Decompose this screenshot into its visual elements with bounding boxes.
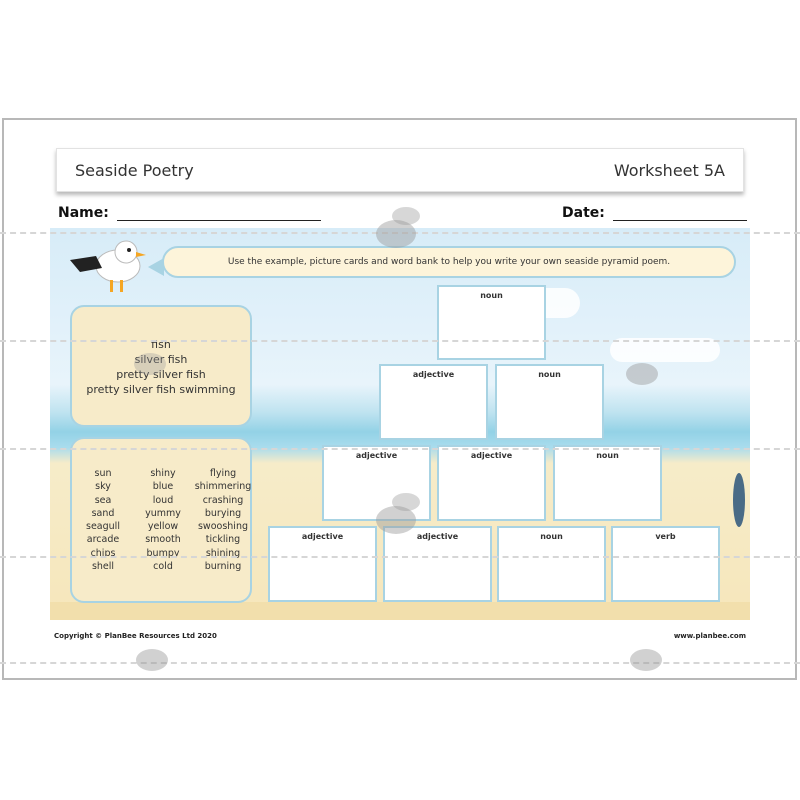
pyramid-box[interactable] — [497, 526, 606, 602]
word-bank-word: loud — [152, 494, 174, 506]
example-line: fish — [151, 338, 171, 351]
word-bank-word: smooth — [145, 534, 181, 546]
pyramid-box[interactable] — [611, 526, 720, 602]
word-bank-word: flying — [209, 468, 237, 479]
pyramid-box-label: adjective — [355, 451, 398, 460]
word-bank-word: sun — [94, 468, 112, 479]
word-bank-word: yummy — [145, 507, 181, 519]
pyramid-box-label: adjective — [412, 370, 455, 379]
pyramid-box-label: noun — [596, 451, 619, 460]
date-line[interactable] — [613, 220, 747, 221]
pyramid-box-label: noun — [538, 370, 561, 379]
name-label: Name: — [58, 205, 109, 221]
watermark-grid-line — [0, 662, 800, 664]
word-bank-word: sand — [91, 507, 115, 519]
word-bank-word: tickling — [205, 534, 241, 546]
pyramid-box-label: noun — [540, 532, 563, 541]
name-field[interactable] — [58, 205, 321, 221]
bee-watermark-icon — [616, 636, 676, 678]
word-bank-word: shimmering — [194, 481, 252, 493]
word-bank-panel — [70, 437, 252, 603]
worksheet-number: Worksheet 5A — [613, 161, 725, 180]
example-line: pretty silver fish — [116, 368, 206, 381]
pyramid-box-label: adjective — [301, 532, 344, 541]
bee-watermark-icon — [122, 636, 182, 678]
copyright-text: Copyright © PlanBee Resources Ltd 2020 — [54, 632, 217, 640]
seagull-icon — [66, 236, 148, 300]
instruction-bubble: Use the example, picture cards and word bank to help you write your own seaside pyramid poem. — [162, 246, 736, 278]
word-bank-word: shiny — [150, 468, 176, 479]
word-bank-word: sea — [94, 494, 112, 506]
pyramid-box-label: adjective — [416, 532, 459, 541]
pyramid-box-label: noun — [480, 291, 503, 300]
worksheet-title: Seaside Poetry — [75, 161, 194, 180]
bee-watermark-icon — [356, 486, 436, 542]
watermark-grid-line — [0, 448, 800, 450]
word-bank-word: crashing — [202, 494, 244, 506]
pyramid-box[interactable] — [553, 445, 662, 521]
bee-watermark-icon — [356, 200, 436, 256]
pyramid-box[interactable] — [437, 445, 546, 521]
word-bank-word: arcade — [86, 534, 120, 546]
bee-watermark-icon — [120, 340, 180, 382]
word-bank-word: yellow — [147, 521, 179, 533]
pyramid-box[interactable] — [495, 364, 604, 440]
word-bank-word: bumpy — [146, 547, 180, 559]
bee-watermark-icon — [612, 350, 672, 392]
date-label: Date: — [562, 205, 605, 221]
word-bank-word: burying — [204, 507, 242, 519]
word-bank-word: shining — [205, 547, 241, 559]
word-bank-word: blue — [152, 481, 174, 493]
example-line: pretty silver fish swimming — [86, 383, 236, 396]
word-bank-word: burning — [204, 561, 242, 573]
date-field[interactable] — [562, 205, 747, 221]
pyramid-box[interactable] — [379, 364, 488, 440]
name-line[interactable] — [117, 220, 321, 221]
pyramid-box-label: verb — [655, 532, 676, 541]
example-line: silver fish — [134, 353, 188, 366]
pyramid-box-label: adjective — [470, 451, 513, 460]
website-text: www.planbee.com — [673, 632, 746, 640]
word-bank-word: seagull — [86, 521, 120, 533]
worksheet-header — [56, 148, 744, 192]
surfboard-icon — [732, 472, 746, 528]
word-bank-word: sky — [95, 481, 111, 493]
word-bank-word: chips — [90, 547, 116, 559]
word-bank-word: swooshing — [197, 521, 248, 533]
pyramid-box[interactable] — [437, 285, 546, 360]
watermark-grid-line — [0, 556, 800, 558]
word-bank-word: cold — [153, 561, 173, 573]
word-bank-word: shell — [91, 561, 115, 573]
